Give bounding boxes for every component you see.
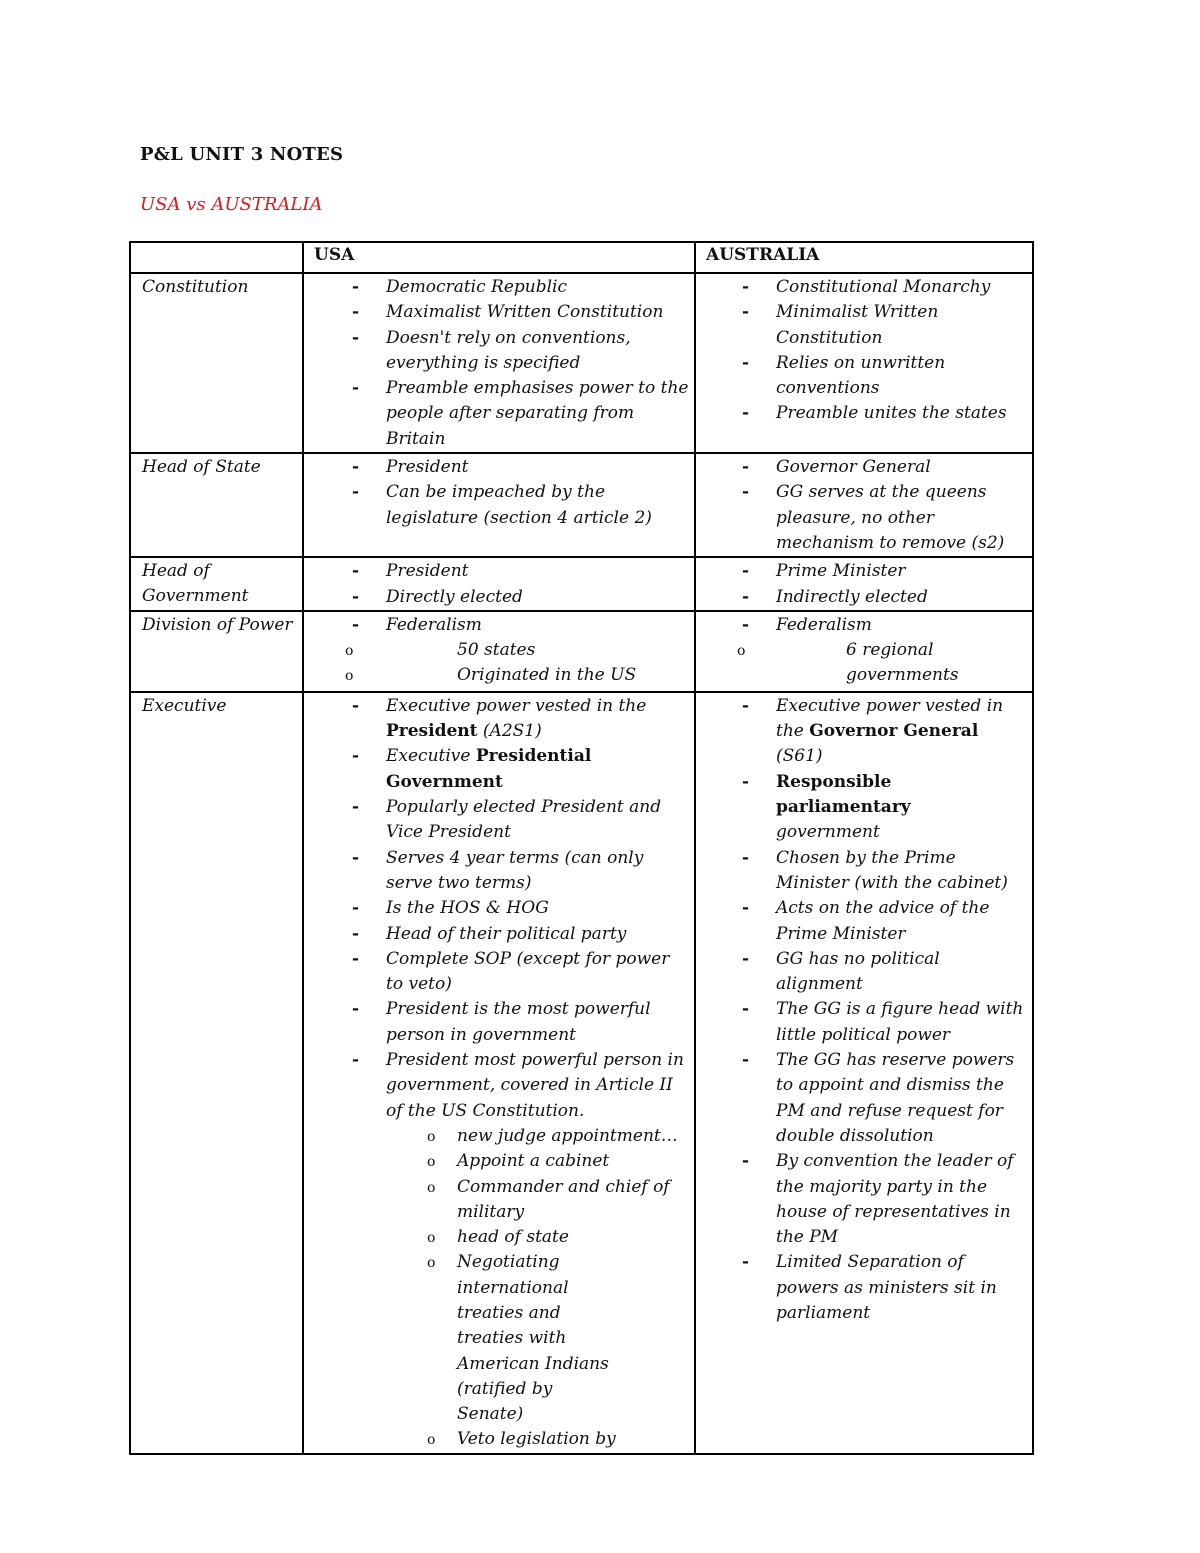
list-item: - Popularly elected President and Vice President (304, 795, 690, 846)
text-run-bold: Presidential Government (386, 746, 592, 792)
row-label-constitution: Constitution (130, 273, 303, 453)
list-item: - GG serves at the queens pleasure, no other mechanism to remove (s2) (696, 480, 1028, 556)
sub-list-item (696, 638, 976, 689)
list-item: - Relies on unwritten conventions (696, 351, 1028, 402)
list-item (696, 613, 1028, 638)
list-item: - Complete SOP (except for power to veto) (304, 947, 690, 998)
text-run-bold: President (386, 721, 478, 742)
list-item: - President most powerful person in government, covered in Article II of the US Constitution. (304, 1048, 690, 1124)
text-run: Executive power vested in the (386, 695, 647, 716)
header-australia: AUSTRALIA (695, 242, 1033, 273)
list-item: - Maximalist Written Constitution (304, 300, 690, 325)
list-item: - Constitutional Monarchy (696, 275, 1028, 300)
text-run: government (776, 822, 880, 843)
sub-list-item: o Commander and chief of military (386, 1175, 694, 1226)
list-item: - The GG is a figure head with little political power (696, 997, 1028, 1048)
list-item: - President is the most powerful person in government (304, 997, 690, 1048)
header-empty-cell (130, 242, 303, 273)
list-item: - Preamble unites the states (696, 401, 1028, 426)
text-run: Executive (386, 746, 476, 767)
list-item (696, 694, 1028, 770)
text-run-bold: Responsible parliamentary (776, 771, 911, 818)
table-row-executive (130, 692, 1033, 1454)
list-item: - Democratic Republic (304, 275, 690, 300)
document-title: P&L UNIT 3 NOTES (140, 144, 344, 165)
list-item: - GG has no political alignment (696, 947, 1028, 998)
list-item: - Acts on the advice of the Prime Minister (696, 896, 1028, 947)
row-label-head-of-state: Head of State (130, 453, 303, 557)
usa-cell-constitution (303, 273, 695, 453)
list-item (304, 613, 690, 638)
sub-list-item: o Veto legislation by (386, 1427, 694, 1452)
list-item: - The GG has reserve powers to appoint and dismiss the PM and refuse request for double dissolution (696, 1048, 1028, 1149)
row-label-executive: Executive (130, 692, 303, 1454)
list-item: - Prime Minister (696, 559, 1028, 584)
usa-cell-division-of-power (303, 611, 695, 692)
sub-list-item: o head of state (386, 1225, 694, 1250)
sub-list-item (304, 638, 694, 663)
list-item: - President (304, 559, 690, 584)
list-item: - Chosen by the Prime Minister (with the cabinet) (696, 846, 1028, 897)
list-item: - Can be impeached by the legislature (section 4 article 2) (304, 480, 690, 531)
sub-list-item (304, 663, 694, 688)
usa-cell-head-of-state (303, 453, 695, 557)
row-label-division-of-power: Division of Power (130, 611, 303, 692)
table-row-division-of-power (130, 611, 1033, 692)
list-item: - Limited Separation of powers as ministers sit in parliament (696, 1250, 1028, 1326)
text-run: Executive power vested in the (776, 695, 1004, 742)
table-row-head-of-state (130, 453, 1033, 557)
usa-cell-executive (303, 692, 695, 1454)
aus-cell-division-of-power (695, 611, 1033, 692)
list-item (304, 744, 690, 795)
list-item (696, 770, 1028, 846)
row-label-head-of-government: Head of Government (130, 557, 303, 611)
text-run: (S61) (776, 746, 823, 767)
sub-list-item: o Appoint a cabinet (386, 1149, 694, 1174)
list-item: - By convention the leader of the majority party in the house of representatives in the PM (696, 1149, 1028, 1250)
usa-cell-head-of-government (303, 557, 695, 611)
sub-list-item: o Negotiating international treaties and treaties with American Indians (ratified by Senate) (386, 1250, 617, 1427)
text-run-bold: Governor General (809, 721, 979, 742)
list-item: - Is the HOS & HOG (304, 896, 690, 921)
list-item: - Minimalist Written Constitution (696, 300, 1028, 351)
list-item (304, 694, 690, 745)
sub-list-item: o new judge appointment… (386, 1124, 694, 1149)
aus-cell-executive (695, 692, 1033, 1454)
aus-cell-head-of-government (695, 557, 1033, 611)
list-item: - Directly elected (304, 585, 690, 610)
aus-cell-head-of-state (695, 453, 1033, 557)
list-item: - Indirectly elected (696, 585, 1028, 610)
list-item-text: Federalism (386, 614, 482, 635)
list-item: - Doesn't rely on conventions, everything is specified (304, 326, 690, 377)
table-header-row (130, 242, 1033, 273)
text-run: (A2S1) (477, 721, 542, 742)
comparison-table (129, 241, 1034, 1455)
list-item: - Preamble emphasises power to the people after separating from Britain (304, 376, 690, 452)
table-row-constitution (130, 273, 1033, 453)
list-item: - President (304, 455, 690, 480)
sub-list-item-text: Originated in the US (457, 665, 637, 686)
document-subtitle: USA vs AUSTRALIA (140, 194, 323, 215)
list-item-text: Federalism (776, 614, 872, 635)
list-item: - Head of their political party (304, 922, 690, 947)
sub-list-item-text: 50 states (457, 640, 536, 661)
list-item: - Governor General (696, 455, 1028, 480)
table-row-head-of-government (130, 557, 1033, 611)
list-item: - Serves 4 year terms (can only serve two terms) (304, 846, 690, 897)
header-usa: USA (303, 242, 695, 273)
sub-list-item-text: 6 regional governments (846, 640, 959, 686)
aus-cell-constitution (695, 273, 1033, 453)
